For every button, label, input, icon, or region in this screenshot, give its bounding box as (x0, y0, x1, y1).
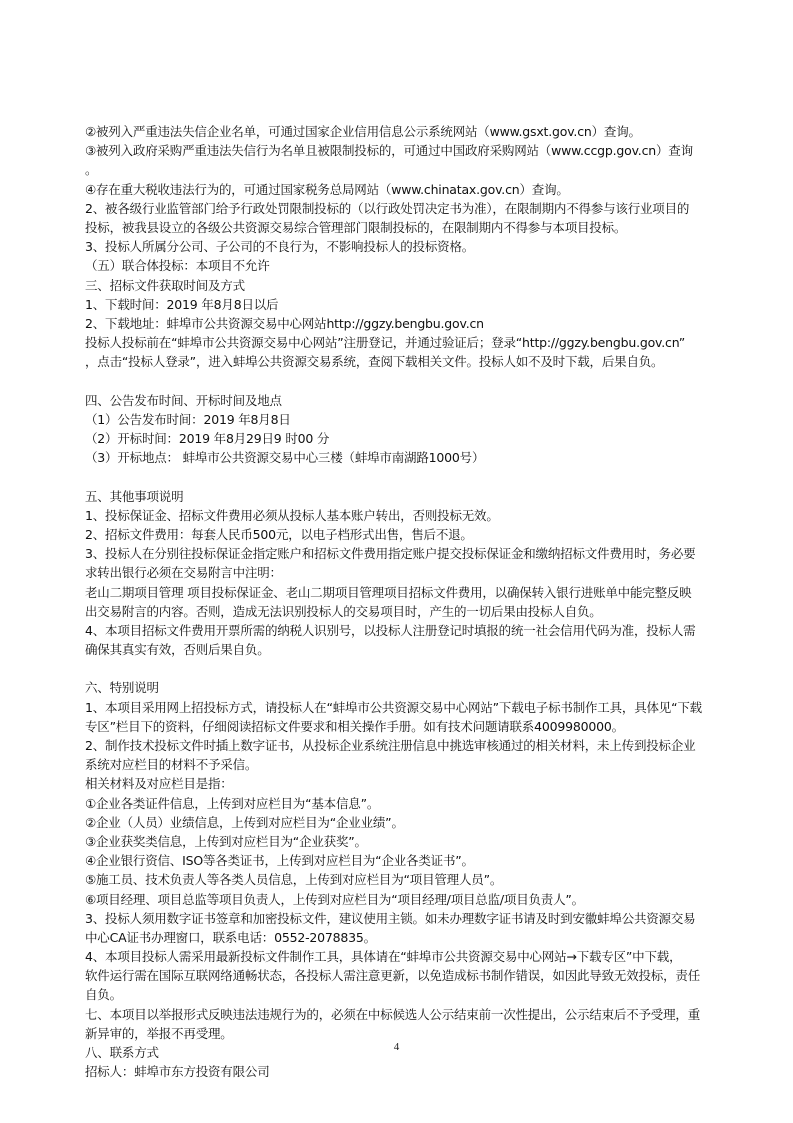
text-line: ④企业银行资信、ISO等各类证书，上传到对应栏目为“企业各类证书”。 (85, 853, 474, 869)
text-line: 招标人：蚌埠市东方投资有限公司 (85, 1064, 270, 1080)
text-line: 4、本项目招标文件费用开票所需的纳税人识别号，以投标人注册登记时填报的统一社会信用代码为准，投标人需 (85, 622, 696, 638)
text-line: 。 (85, 162, 98, 178)
text-line: （五）联合体投标：本项目不允许 (85, 258, 270, 274)
blank-line (85, 371, 725, 390)
text-line: 出交易附言的内容。否则，造成无法识别投标人的交易项目时，产生的一切后果由投标人自负。 (85, 603, 602, 619)
text-line: ③企业获奖类信息，上传到对应栏目为“企业获奖”。 (85, 833, 367, 849)
text-line: 自负。 (85, 987, 122, 1003)
text-line: 2、招标文件费用：每套人民币500元，以电子档形式出售，售后不退。 (85, 526, 473, 542)
text-line: （3）开标地点： 蚌埠市公共资源交易中心三楼（蚌埠市南湖路1000号） (85, 450, 485, 466)
text-line: （2）开标时间：2019 年8月29日9 时00 分 (85, 431, 330, 446)
page-number: 4 (393, 1041, 400, 1053)
text-line: 求转出银行必须在交易附言中注明： (85, 565, 282, 581)
text-line: 3、投标人在分别往投标保证金指定账户和招标文件费用指定账户提交投标保证金和缴纳招标文件费用时，务必要 (85, 546, 696, 562)
text-line: 专区”栏目下的资料，仔细阅读招标文件要求和相关操作手册。如有技术问题请联系4009980000。 (85, 718, 624, 734)
text-line: 4、本项目投标人需采用最新投标文件制作工具，具体请在“蚌埠市公共资源交易中心网站→下载专区”中下载， (85, 949, 682, 965)
blank-line (85, 467, 725, 486)
text-line: 四、公告发布时间、开标时间及地点 (85, 392, 282, 408)
text-line: 三、招标文件获取时间及方式 (85, 277, 245, 293)
text-line: 六、特别说明 (85, 680, 159, 696)
text-line: 相关材料及对应栏目是指： (85, 776, 233, 792)
text-line: 七、本项目以举报形式反映违法违规行为的，必须在中标候选人公示结束前一次性提出，公示结束后不予受理，重 (85, 1006, 701, 1022)
text-line: 中心CA证书办理窗口，联系电话：0552-2078835。 (85, 929, 376, 945)
text-line: （1）公告发布时间：2019 年8月8日 (85, 411, 291, 427)
text-line: 系统对应栏目的材料不予采信。 (85, 757, 258, 773)
text-line: 2、制作技术投标文件时插上数字证书，从投标企业系统注册信息中挑选审核通过的相关材料，未上传到投标企业 (85, 738, 696, 753)
text-line: 五、其他事项说明 (85, 488, 184, 504)
text-line: ④存在重大税收违法行为的，可通过国家税务总局网站（www.chinatax.gov.cn）查询。 (85, 181, 569, 197)
text-line: 3、投标人所属分公司、子公司的不良行为，不影响投标人的投标资格。 (85, 239, 475, 255)
text-line: 确保其真实有效，否则后果自负。 (85, 642, 270, 658)
text-line: 1、投标保证金、招标文件费用必须从投标人基本账户转出，否则投标无效。 (85, 507, 499, 523)
text-line: ⑤施工员、技术负责人等各类人员信息，上传到对应栏目为“项目管理人员”。 (85, 872, 503, 888)
text-line: 软件运行需在国际互联网络通畅状态，各投标人需注意更新，以免造成标书制作错误，如因此导致无效投标，责任 (85, 968, 701, 984)
text-line: 八、联系方式 (85, 1045, 159, 1060)
text-line: 新异审的，举报不再受理。 (85, 1025, 233, 1041)
blank-line (85, 659, 725, 678)
text-line: 老山二期项目管理 项目投标保证金、老山二期项目管理项目招标文件费用，以确保转入银行进账单中能完整反映 (85, 584, 692, 600)
text-line: ②企业（人员）业绩信息，上传到对应栏目为“企业业绩”。 (85, 814, 404, 830)
text-line: 投标人投标前在“蚌埠市公共资源交易中心网站”注册登记，并通过验证后；登录“http://ggzy.bengbu.gov.cn” (85, 335, 686, 351)
text-line: 投标，被我县设立的各级公共资源交易综合管理部门限制投标的，在限制期内不得参与本项目投标。 (85, 219, 627, 235)
text-line: 1、本项目采用网上招投标方式，请投标人在“蚌埠市公共资源交易中心网站”下载电子标书制作工具，具体见“下载 (85, 699, 702, 715)
text-line: 2、被各级行业监管部门给予行政处罚限制投标的（以行政处罚决定书为准），在限制期内不得参与该行业项目的 (85, 200, 690, 216)
text-line: ②被列入严重违法失信企业名单，可通过国家企业信用信息公示系统网站（www.gsxt.gov.cn）查询。 (85, 124, 641, 139)
text-line: ⑥项目经理、项目总监等项目负责人，上传到对应栏目为“项目经理/项目总监/项目负责人”。 (85, 891, 584, 907)
document-body (85, 122, 725, 1081)
text-line: 1、下载时间：2019 年8月8日以后 (85, 296, 279, 312)
text-line: 3、投标人须用数字证书签章和加密投标文件，建议使用主锁。如未办理数字证书请及时到安徽蚌埠公共资源交易 (85, 910, 696, 926)
text-line: ，点击“投标人登录”，进入蚌埠公共资源交易系统，查阅下载相关文件。投标人如不及时下载，后果自负。 (85, 354, 664, 370)
text-line: ③被列入政府采购严重违法失信行为名单且被限制投标的，可通过中国政府采购网站（www.ccgp.gov.cn）查询 (85, 143, 693, 159)
text-line: ①企业各类证件信息，上传到对应栏目为“基本信息”。 (85, 795, 380, 811)
text-line: 2、下载地址：蚌埠市公共资源交易中心网站http://ggzy.bengbu.gov.cn (85, 315, 484, 331)
